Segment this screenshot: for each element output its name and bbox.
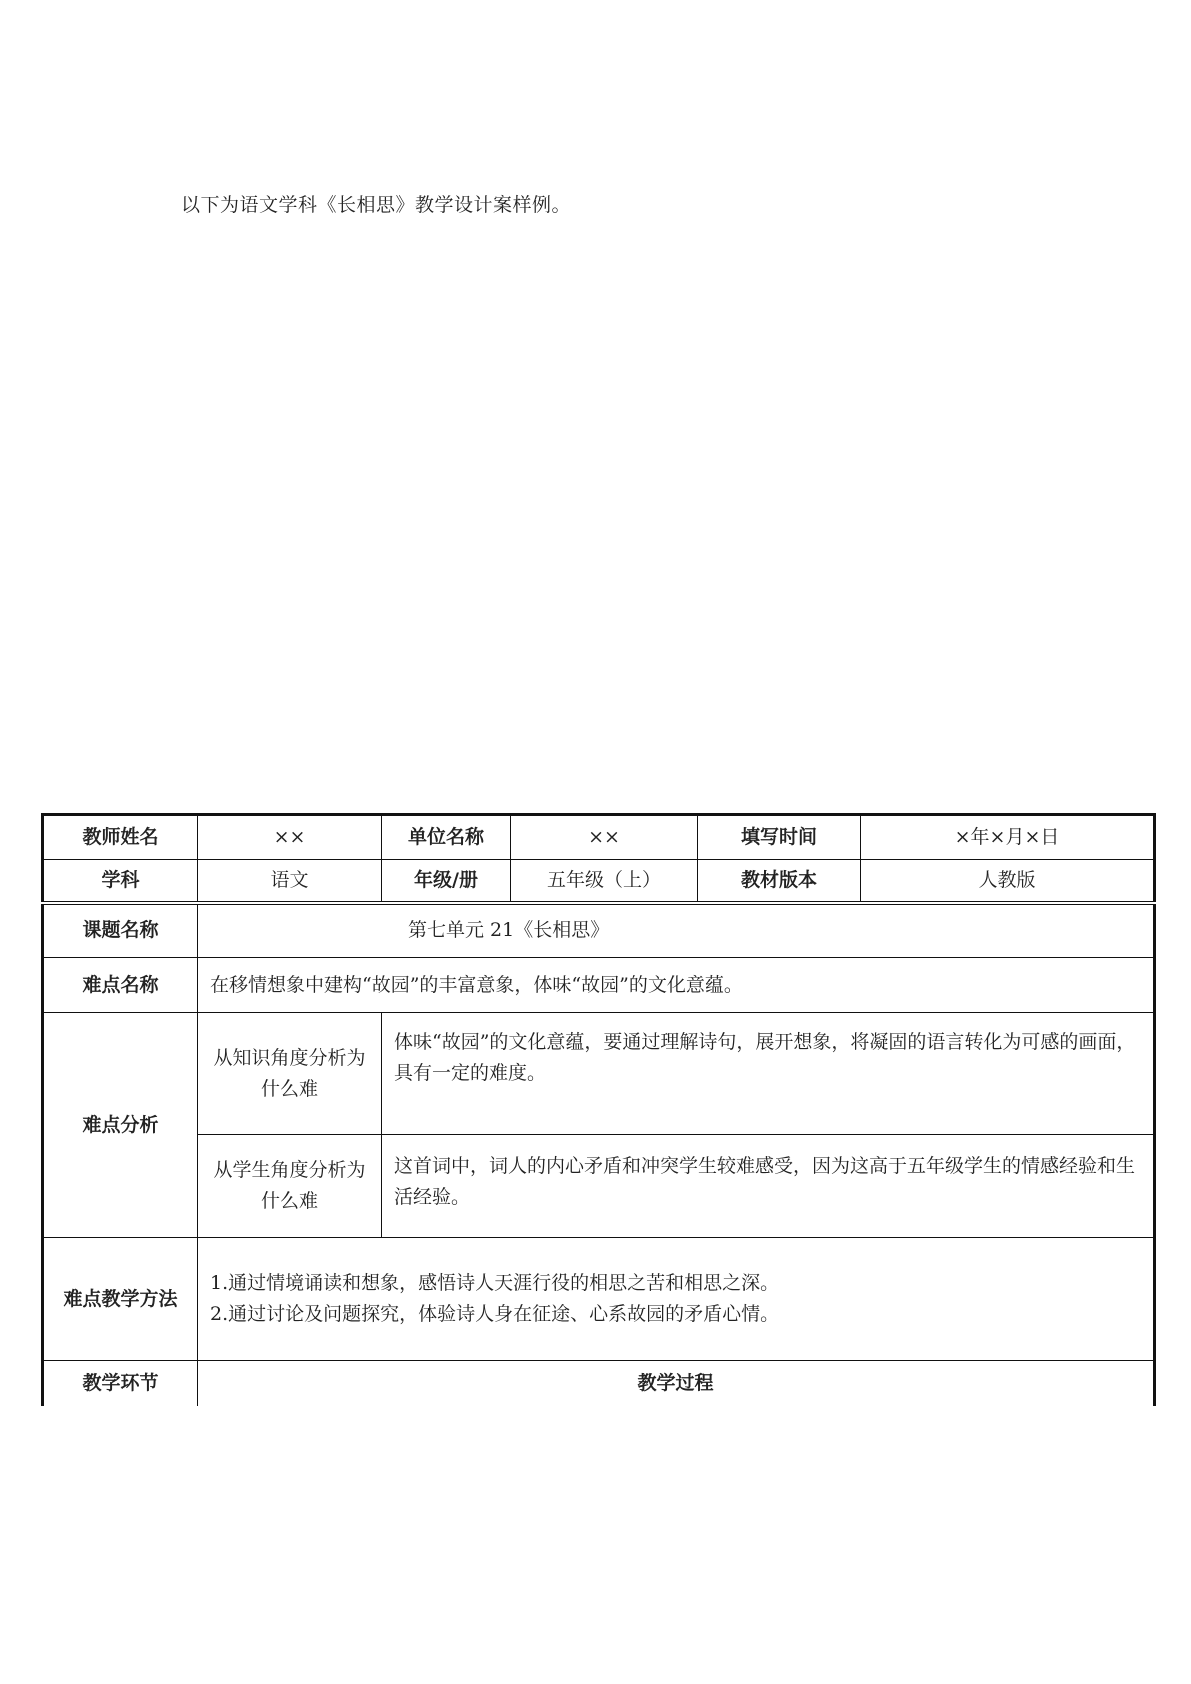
grade-label: 年级/册	[382, 860, 511, 903]
intro-text: 以下为语文学科《长相思》教学设计案样例。	[181, 194, 572, 216]
subject-label: 学科	[43, 860, 198, 903]
method-list	[198, 1238, 1155, 1361]
edition-label: 教材版本	[698, 860, 861, 903]
teacher-value: ××	[198, 815, 382, 860]
method-label: 难点教学方法	[43, 1238, 198, 1361]
unit-value: ××	[511, 815, 698, 860]
unit-label: 单位名称	[382, 815, 511, 860]
difficulty-value: 在移情想象中建构“故园”的丰富意象，体味“故园”的文化意蕴。	[198, 958, 1155, 1013]
method-item: 2.通过讨论及问题探究，体验诗人身在征途、心系故园的矛盾心情。	[210, 1303, 780, 1325]
difficulty-label: 难点名称	[43, 958, 198, 1013]
knowledge-label: 从知识角度分析为什么难	[198, 1013, 382, 1135]
row-analysis-knowledge	[43, 1013, 1155, 1135]
knowledge-value: 体味“故园”的文化意蕴，要通过理解诗句，展开想象，将凝固的语言转化为可感的画面，具有一定的难度。	[382, 1013, 1155, 1135]
row-teacher	[43, 815, 1155, 860]
stage-label: 教学环节	[43, 1361, 198, 1406]
date-value: ×年×月×日	[861, 815, 1155, 860]
row-subject	[43, 860, 1155, 903]
row-difficulty	[43, 958, 1155, 1013]
lesson-design-table	[41, 813, 1156, 1406]
edition-value: 人教版	[861, 860, 1155, 903]
date-label: 填写时间	[698, 815, 861, 860]
method-item: 1.通过情境诵读和想象，感悟诗人天涯行役的相思之苦和相思之深。	[210, 1272, 780, 1294]
analysis-label: 难点分析	[43, 1013, 198, 1238]
student-value: 这首词中，词人的内心矛盾和冲突学生较难感受，因为这高于五年级学生的情感经验和生活经验。	[382, 1135, 1155, 1238]
row-analysis-student	[43, 1135, 1155, 1238]
teacher-label: 教师姓名	[43, 815, 198, 860]
grade-value: 五年级（上）	[511, 860, 698, 903]
row-topic	[43, 903, 1155, 958]
student-label: 从学生角度分析为什么难	[198, 1135, 382, 1238]
process-label: 教学过程	[198, 1361, 1155, 1406]
topic-label: 课题名称	[43, 903, 198, 958]
row-method	[43, 1238, 1155, 1361]
subject-value: 语文	[198, 860, 382, 903]
row-process	[43, 1361, 1155, 1406]
topic-value: 第七单元 21《长相思》	[198, 903, 1155, 958]
